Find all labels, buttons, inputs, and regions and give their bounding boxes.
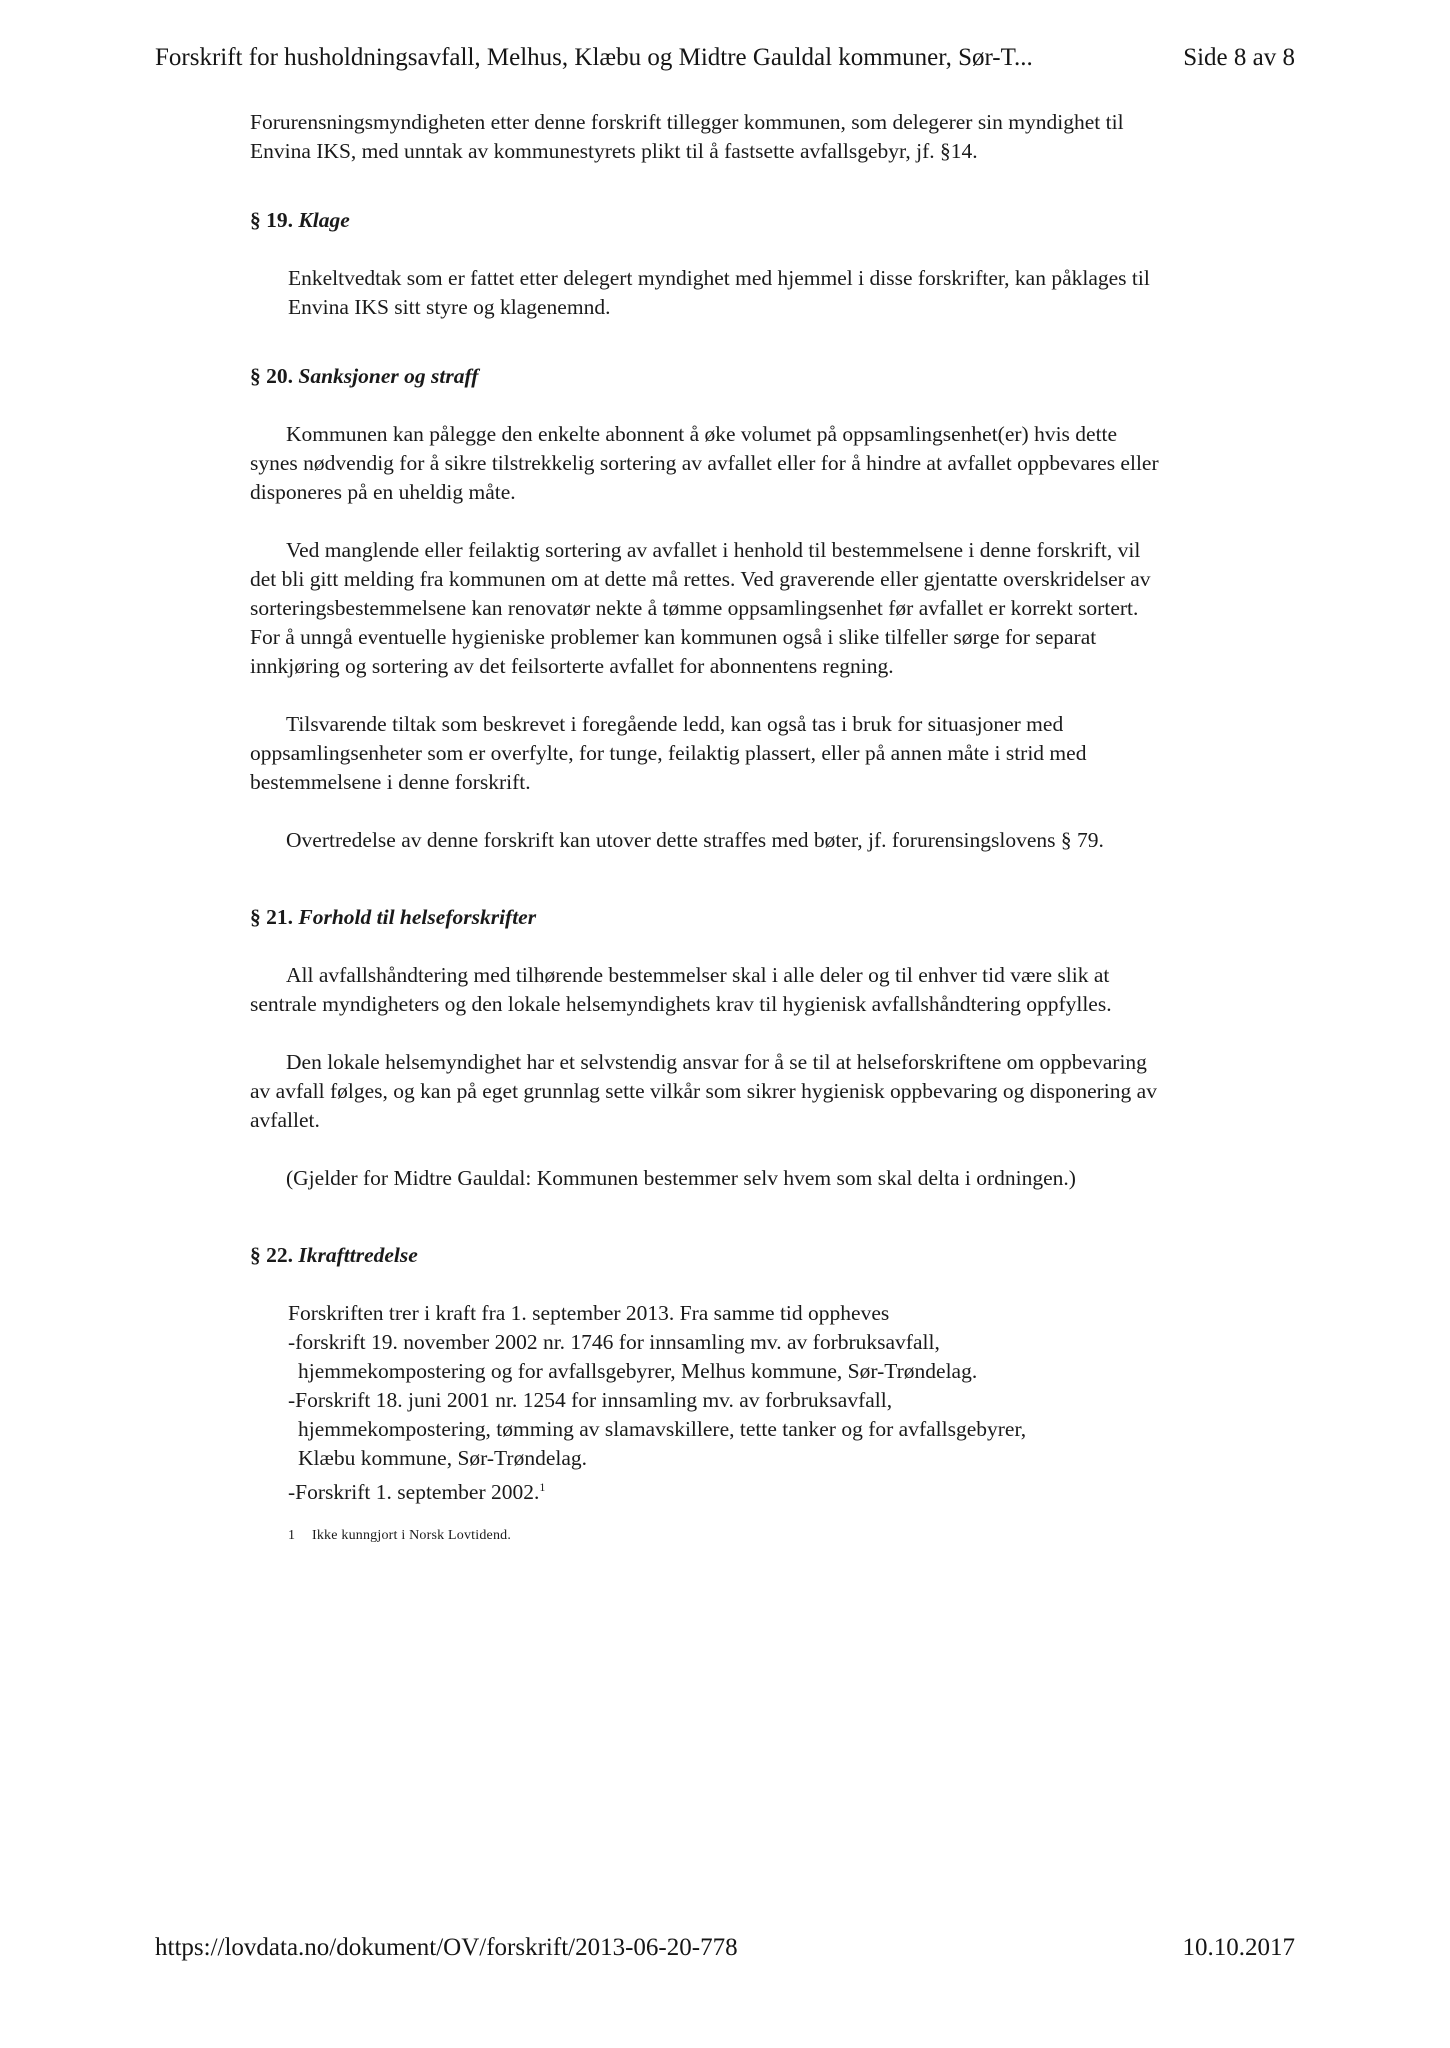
section-22-body	[288, 1299, 1170, 1550]
section-20-paragraph-3: Tilsvarende tiltak som beskrevet i foregående ledd, kan også tas i bruk for situasjoner med oppsamlingsenheter som er overfylte, for tunge, feilaktig plassert, eller på annen måte i strid med bestemmelsene i denne forskrift.	[250, 712, 1087, 794]
section-21-paragraph-2: Den lokale helsemyndighet har et selvstendig ansvar for å se til at helseforskriftene om oppbevaring av avfall følges, og kan på eget grunnlag sette vilkår som sikrer hygienisk oppbevaring og disponering av avfallet.	[250, 1050, 1157, 1132]
document-body	[250, 108, 1170, 1550]
section-21-heading	[250, 903, 1170, 932]
section-21-paragraph-1: All avfallshåndtering med tilhørende bestemmelser skal i alle deler og til enhver tid være slik at sentrale myndigheters og den lokale helsemyndighets krav til hygienisk avfallshåndtering oppfylles.	[250, 963, 1112, 1016]
section-20-paragraph-2: Ved manglende eller feilaktig sortering av avfallet i henhold til bestemmelsene i denne forskrift, vil det bli gitt melding fra kommunen om at dette må rettes. Ved graverende eller gjentatte overskridelser av sorteringsbestemmelsene kan renovatør nekte å tømme oppsamlingsenhet før avfallet er korrekt sortert. For å unngå eventuelle hygieniske problemer kan kommunen også i slike tilfeller sørge for separat innkjøring og sortering av det feilsorterte avfallet for abonnentens regning.	[250, 538, 1151, 678]
section-20-title: Sanksjoner og straff	[298, 364, 479, 388]
repealed-regulation-3-text: -Forskrift 1. september 2002.	[288, 1480, 540, 1505]
section-19-title: Klage	[298, 208, 350, 232]
section-22-lead: Forskriften trer i kraft fra 1. september 2013. Fra samme tid oppheves	[288, 1301, 890, 1325]
section-19-paragraph: Enkeltvedtak som er fattet etter delegert myndighet med hjemmel i disse forskrifter, kan påklages til Envina IKS sitt styre og klagenemnd.	[288, 266, 1150, 319]
header-page-number: Side 8 av 8	[1183, 44, 1295, 71]
section-20-paragraph-4: Overtredelse av denne forskrift kan utover dette straffes med bøter, jf. forurensingslovens § 79.	[286, 828, 1104, 852]
footnote	[288, 1521, 1170, 1550]
section-20-number: § 20.	[250, 364, 293, 388]
footnote-number: 1	[288, 1528, 296, 1544]
footnote-reference[interactable]: 1	[539, 1480, 546, 1494]
section-22-heading	[250, 1241, 1170, 1270]
header-title: Forskrift for husholdningsavfall, Melhus, Klæbu og Midtre Gauldal kommuner, Sør-T...	[155, 44, 1033, 71]
intro-paragraph: Forurensningsmyndigheten etter denne forskrift tillegger kommunen, som delegerer sin myndighet til Envina IKS, med unntak av kommunestyrets plikt til å fastsette avfallsgebyr, jf. §14.	[250, 110, 1124, 163]
section-21-paragraph-3: (Gjelder for Midtre Gauldal: Kommunen bestemmer selv hvem som skal delta i ordningen.)	[286, 1166, 1076, 1190]
repealed-regulation-2-line-3: Klæbu kommune, Sør-Trøndelag.	[298, 1446, 588, 1470]
section-22-title: Ikrafttredelse	[298, 1243, 418, 1267]
source-url[interactable]: https://lovdata.no/dokument/OV/forskrift/2013-06-20-778	[155, 1934, 738, 1961]
print-date: 10.10.2017	[1182, 1934, 1295, 1961]
section-21-number: § 21.	[250, 905, 293, 929]
section-20-body	[250, 420, 1170, 855]
footnote-text: Ikke kunngjort i Norsk Lovtidend.	[312, 1528, 512, 1544]
page-header	[155, 44, 1295, 72]
repealed-regulation-1-line-1: -forskrift 19. november 2002 nr. 1746 for innsamling mv. av forbruksavfall,	[288, 1330, 940, 1354]
repealed-regulation-2-line-2: hjemmekompostering, tømming av slamavskillere, tette tanker og for avfallsgebyrer,	[298, 1417, 1027, 1441]
section-20-heading	[250, 362, 1170, 391]
section-19-body	[288, 264, 1170, 322]
section-21-body	[250, 961, 1170, 1193]
repealed-regulation-2-line-1: -Forskrift 18. juni 2001 nr. 1254 for innsamling mv. av forbruksavfall,	[288, 1388, 893, 1412]
page-footer	[155, 1934, 1295, 1962]
section-19-number: § 19.	[250, 208, 293, 232]
section-22-number: § 22.	[250, 1243, 293, 1267]
section-20-paragraph-1: Kommunen kan pålegge den enkelte abonnent å øke volumet på oppsamlingsenhet(er) hvis dette synes nødvendig for å sikre tilstrekkelig sortering av avfallet eller for å hindre at avfallet oppbevares eller disponeres på en uheldig måte.	[250, 422, 1159, 504]
repealed-regulation-3	[288, 1473, 1170, 1507]
repealed-regulation-1-line-2: hjemmekompostering og for avfallsgebyrer, Melhus kommune, Sør-Trøndelag.	[298, 1359, 978, 1383]
section-21-title: Forhold til helseforskrifter	[298, 905, 537, 929]
section-19-heading	[250, 206, 1170, 235]
